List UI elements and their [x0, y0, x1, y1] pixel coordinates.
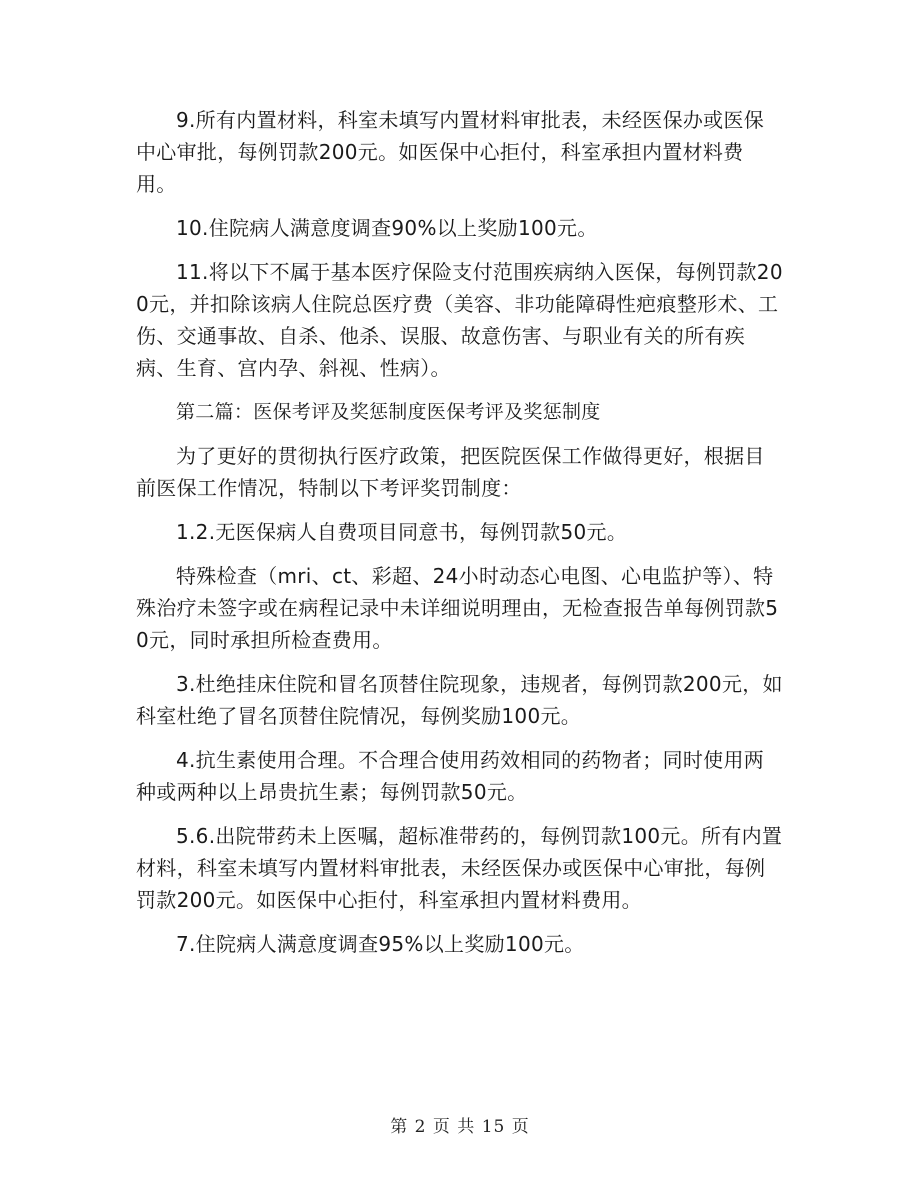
paragraph-special-exam: 特殊检查（mri、ct、彩超、24小时动态心电图、心电监护等）、特殊治疗未签字或在病程记录中未详细说明理由，无检查报告单每例罚款50元，同时承担所检查费用。	[136, 564, 779, 652]
paragraph-item-10: 10.住院病人满意度调查90%以上奖励100元。	[176, 216, 598, 240]
page-number-footer: 第 2 页 共 15 页	[390, 1117, 530, 1137]
paragraph-item-1-2: 1.2.无医保病人自费项目同意书，每例罚款50元。	[176, 520, 628, 544]
paragraph-item-11: 11.将以下不属于基本医疗保险支付范围疾病纳入医保，每例罚款200元，并扣除该病人住院总医疗费（美容、非功能障碍性疤痕整形术、工伤、交通事故、自杀、他杀、误服、故意伤害、与职业有关的所有疾病、生育、宫内孕、斜视、性病）。	[136, 260, 783, 380]
paragraph-intro: 为了更好的贯彻执行医疗政策，把医院医保工作做得更好，根据目前医保工作情况，特制以下考评奖罚制度：	[136, 444, 765, 500]
document-body	[136, 104, 784, 960]
paragraph-item-3: 3.杜绝挂床住院和冒名顶替住院现象，违规者，每例罚款200元，如科室杜绝了冒名顶替住院情况，每例奖励100元。	[136, 672, 783, 728]
paragraph-item-7: 7.住院病人满意度调查95%以上奖励100元。	[176, 932, 585, 956]
section-heading: 第二篇：医保考评及奖惩制度医保考评及奖惩制度	[176, 401, 601, 423]
paragraph-item-5-6: 5.6.出院带药未上医嘱，超标准带药的，每例罚款100元。所有内置材料，科室未填写内置材料审批表，未经医保办或医保中心审批，每例罚款200元。如医保中心拒付，科室承担内置材料费用。	[136, 824, 783, 912]
paragraph-item-9: 9.所有内置材料，科室未填写内置材料审批表，未经医保办或医保中心审批，每例罚款200元。如医保中心拒付，科室承担内置材料费用。	[136, 108, 765, 196]
paragraph-item-4: 4.抗生素使用合理。不合理合使用药效相同的药物者；同时使用两种或两种以上昂贵抗生素；每例罚款50元。	[136, 748, 765, 804]
